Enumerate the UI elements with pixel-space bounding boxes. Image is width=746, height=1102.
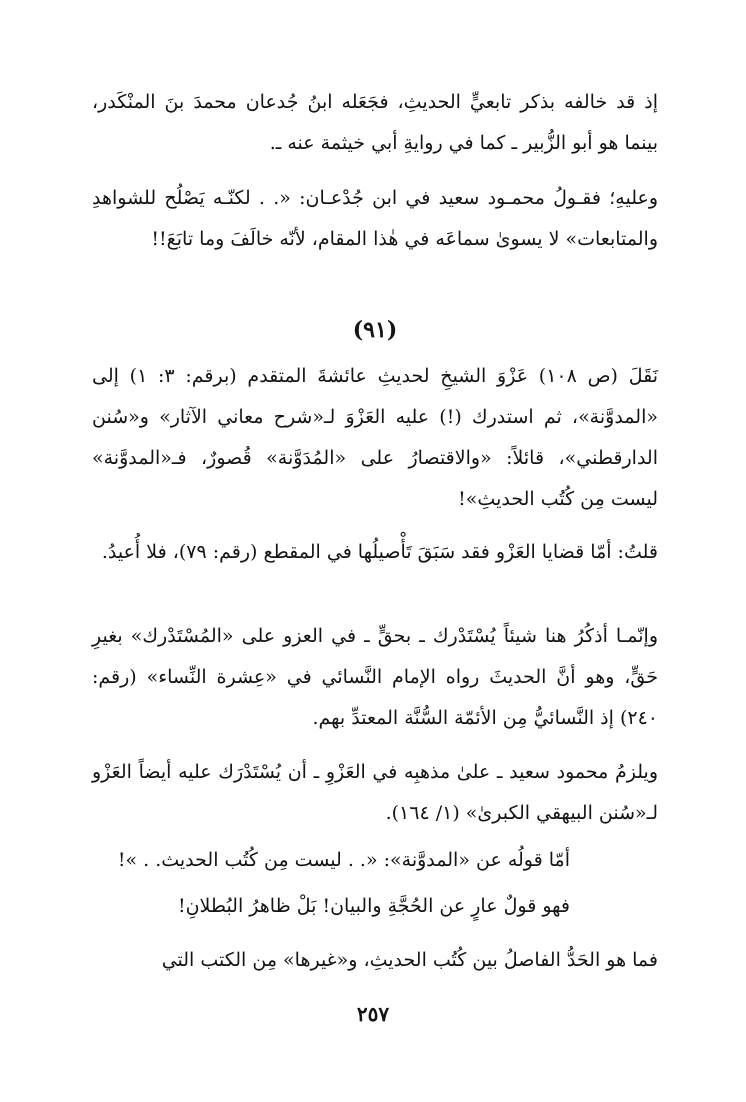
paragraph-5 xyxy=(92,616,658,739)
paragraph-4-text: قلتُ: أمّا قضايا العَزْو فقد سَبَقَ تَأْصيلُها في المقطع (رقم: ٧٩)، فلا أُعيدُ. xyxy=(101,541,658,563)
paragraph-3-text: نَقَلَ (ص ١٠٨) عَزْوَ الشيخِ لحديثِ عائشةَ المتقدم (برقم: ٣: ١) إلى «المدوَّنة»، ثم استدرك (!) عليه العَزْوَ لـ«شرح معاني الآثار» و«سُنن الدارقطني»، قائلاً: «والاقتصارُ على «المُدَوَّنة» قُصورٌ، فـ«المدوَّنة» ليست مِن كُتُب الحديثِ»! xyxy=(92,365,658,510)
paragraph-1-text: إذ قد خالفه بذكر تابعيٍّ الحديثِ، فجَعَله ابنُ جُدعان محمدَ بنَ المنْكَدر، بينما هو أبو الزُّبير ـ كما في روايةِ أبي خيثمة عنه ـ. xyxy=(92,91,658,154)
paragraph-5-text: وإنّمـا أذكُرُ هنا شيئاً يُسْتَدْرك ـ بحقٍّ ـ في العزو على «المُسْتَدْرك» بغيرِ حَقٍّ، وهو أنَّ الحديثَ رواه الإمام النَّسائي في «عِشرة النِّساء» (رقم: ٢٤٠) إذ النَّسائيُّ مِن الأئمّة السُّنَّة المعتدِّ بهم. xyxy=(92,625,658,729)
quote-line-2: فهو قولٌ عارٍ عن الحُجَّةِ والبيان! بَلْ ظاهرُ البُطلانِ! xyxy=(177,895,570,917)
quote-line-1: أمّا قولُه عن «المدوَّنة»: «. . ليست مِن كُتُب الحديث. . »! xyxy=(117,849,570,871)
paragraph-6 xyxy=(92,752,658,834)
paragraph-6-text: ويلزمُ محمود سعيد ـ علىٰ مذهبِه في العَزْوِ ـ أن يُسْتَدْرَك عليه أيضاً العَزْو لـ«سُنن البيهقي الكبرىٰ» (١/ ١٦٤). xyxy=(92,761,658,824)
page-number: ٢٥٧ xyxy=(356,1002,390,1026)
paragraph-2-text: وعليهِ؛ فقـولُ محمـود سعيد في ابن جُدْعـان: «. . لكنّـه يَصْلُح للشواهدِ والمتابعات» لا يسوىٰ سماعَه في هٰذا المقام، لأنّه خالَفَ وما تابَعَ!! xyxy=(92,187,658,250)
paragraph-3 xyxy=(92,356,658,520)
paragraph-1 xyxy=(92,82,658,164)
paragraph-7: فما هو الحَدُّ الفاصلُ بين كُتُب الحديثِ، و«غيرها» مِن الكتب التي xyxy=(161,949,658,971)
paragraph-4 xyxy=(92,532,658,573)
paragraph-2 xyxy=(92,178,658,260)
section-heading: (٩١) xyxy=(352,317,398,343)
